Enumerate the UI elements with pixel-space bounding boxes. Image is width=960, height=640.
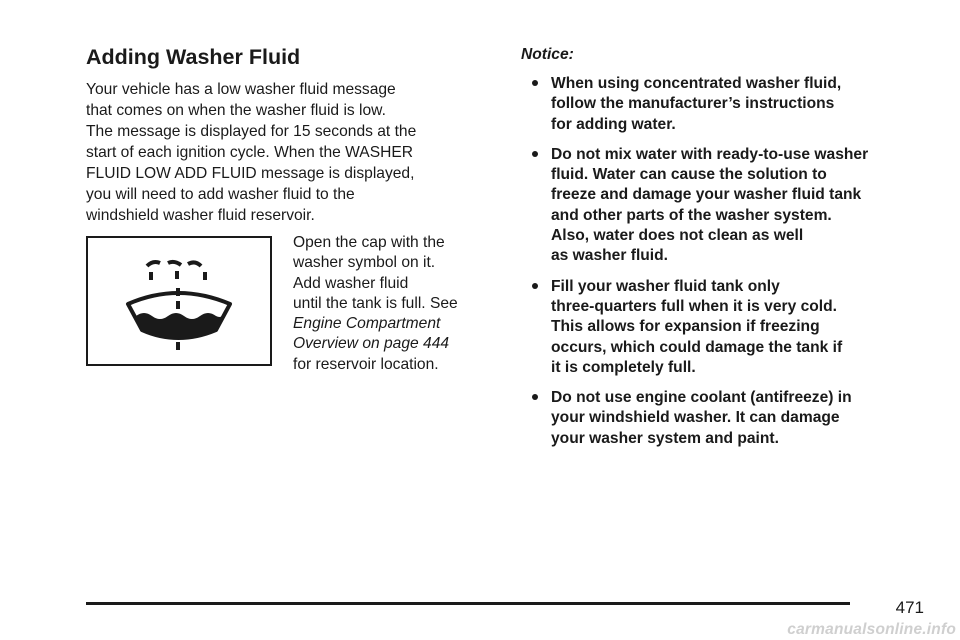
intro-line: that comes on when the washer fluid is low. [86, 102, 386, 119]
bullet-dot-icon [532, 80, 538, 86]
intro-line: The message is displayed for 15 seconds at the [86, 123, 417, 140]
bullet-line: as washer fluid. [551, 247, 668, 265]
figure-caption-text [293, 233, 503, 375]
intro-line: FLUID LOW ADD FLUID message is displayed, [86, 165, 415, 182]
intro-line: Your vehicle has a low washer fluid message [86, 81, 396, 98]
bullet-line: for adding water. [551, 115, 676, 133]
intro-line: start of each ignition cycle. When the WASHER [86, 144, 414, 161]
bullet-line: freeze and damage your washer fluid tank [551, 186, 862, 204]
bullet-dot-icon [532, 394, 538, 400]
bullet-line: Do not use engine coolant (antifreeze) in [551, 389, 852, 407]
bullet-line: it is completely full. [551, 358, 696, 376]
notice-bullet [521, 277, 941, 378]
bullet-dot-icon [532, 151, 538, 157]
page-number: 471 [895, 598, 924, 617]
caption-line: Open the cap with the [293, 234, 445, 251]
cross-reference-link[interactable]: Engine Compartment [293, 315, 441, 333]
section-heading: Adding Washer Fluid [86, 45, 301, 69]
bullet-line: Do not mix water with ready-to-use washer [551, 145, 869, 163]
bullet-line: your windshield washer. It can damage [551, 409, 840, 427]
bullet-dot-icon [532, 283, 538, 289]
washer-fluid-symbol-icon [88, 238, 270, 364]
bullet-line: and other parts of the washer system. [551, 206, 832, 224]
bullet-line: three-quarters full when it is very cold. [551, 297, 837, 315]
notice-bullet [521, 145, 941, 267]
bullet-line: occurs, which could damage the tank if [551, 338, 843, 356]
bullet-line: Fill your washer fluid tank only [551, 277, 780, 295]
bullet-line: your washer system and paint. [551, 429, 779, 447]
intro-paragraph [86, 79, 506, 226]
washer-symbol-figure [86, 236, 272, 366]
notice-title: Notice: [521, 46, 574, 63]
bullet-line: Also, water does not clean as well [551, 227, 804, 245]
notice-bullet [521, 388, 941, 449]
bullet-line: follow the manufacturer’s instructions [551, 95, 835, 113]
notice-column [521, 44, 941, 459]
caption-line: Add washer fluid [293, 274, 409, 292]
footer-divider [86, 602, 850, 605]
bullet-line: This allows for expansion if freezing [551, 318, 820, 336]
cross-reference-link[interactable]: Overview on page 444 [293, 335, 450, 353]
intro-line: you will need to add washer fluid to the [86, 186, 355, 203]
bullet-line: fluid. Water can cause the solution to [551, 166, 827, 184]
caption-line: until the tank is full. See [293, 294, 458, 312]
notice-bullet [521, 74, 941, 135]
left-column [86, 44, 506, 226]
bullet-line: When using concentrated washer fluid, [551, 75, 842, 92]
intro-line: windshield washer fluid reservoir. [86, 207, 315, 224]
caption-line: washer symbol on it. [293, 254, 436, 272]
caption-line: for reservoir location. [293, 355, 439, 373]
watermark-text: carmanualsonline.info [787, 621, 956, 638]
